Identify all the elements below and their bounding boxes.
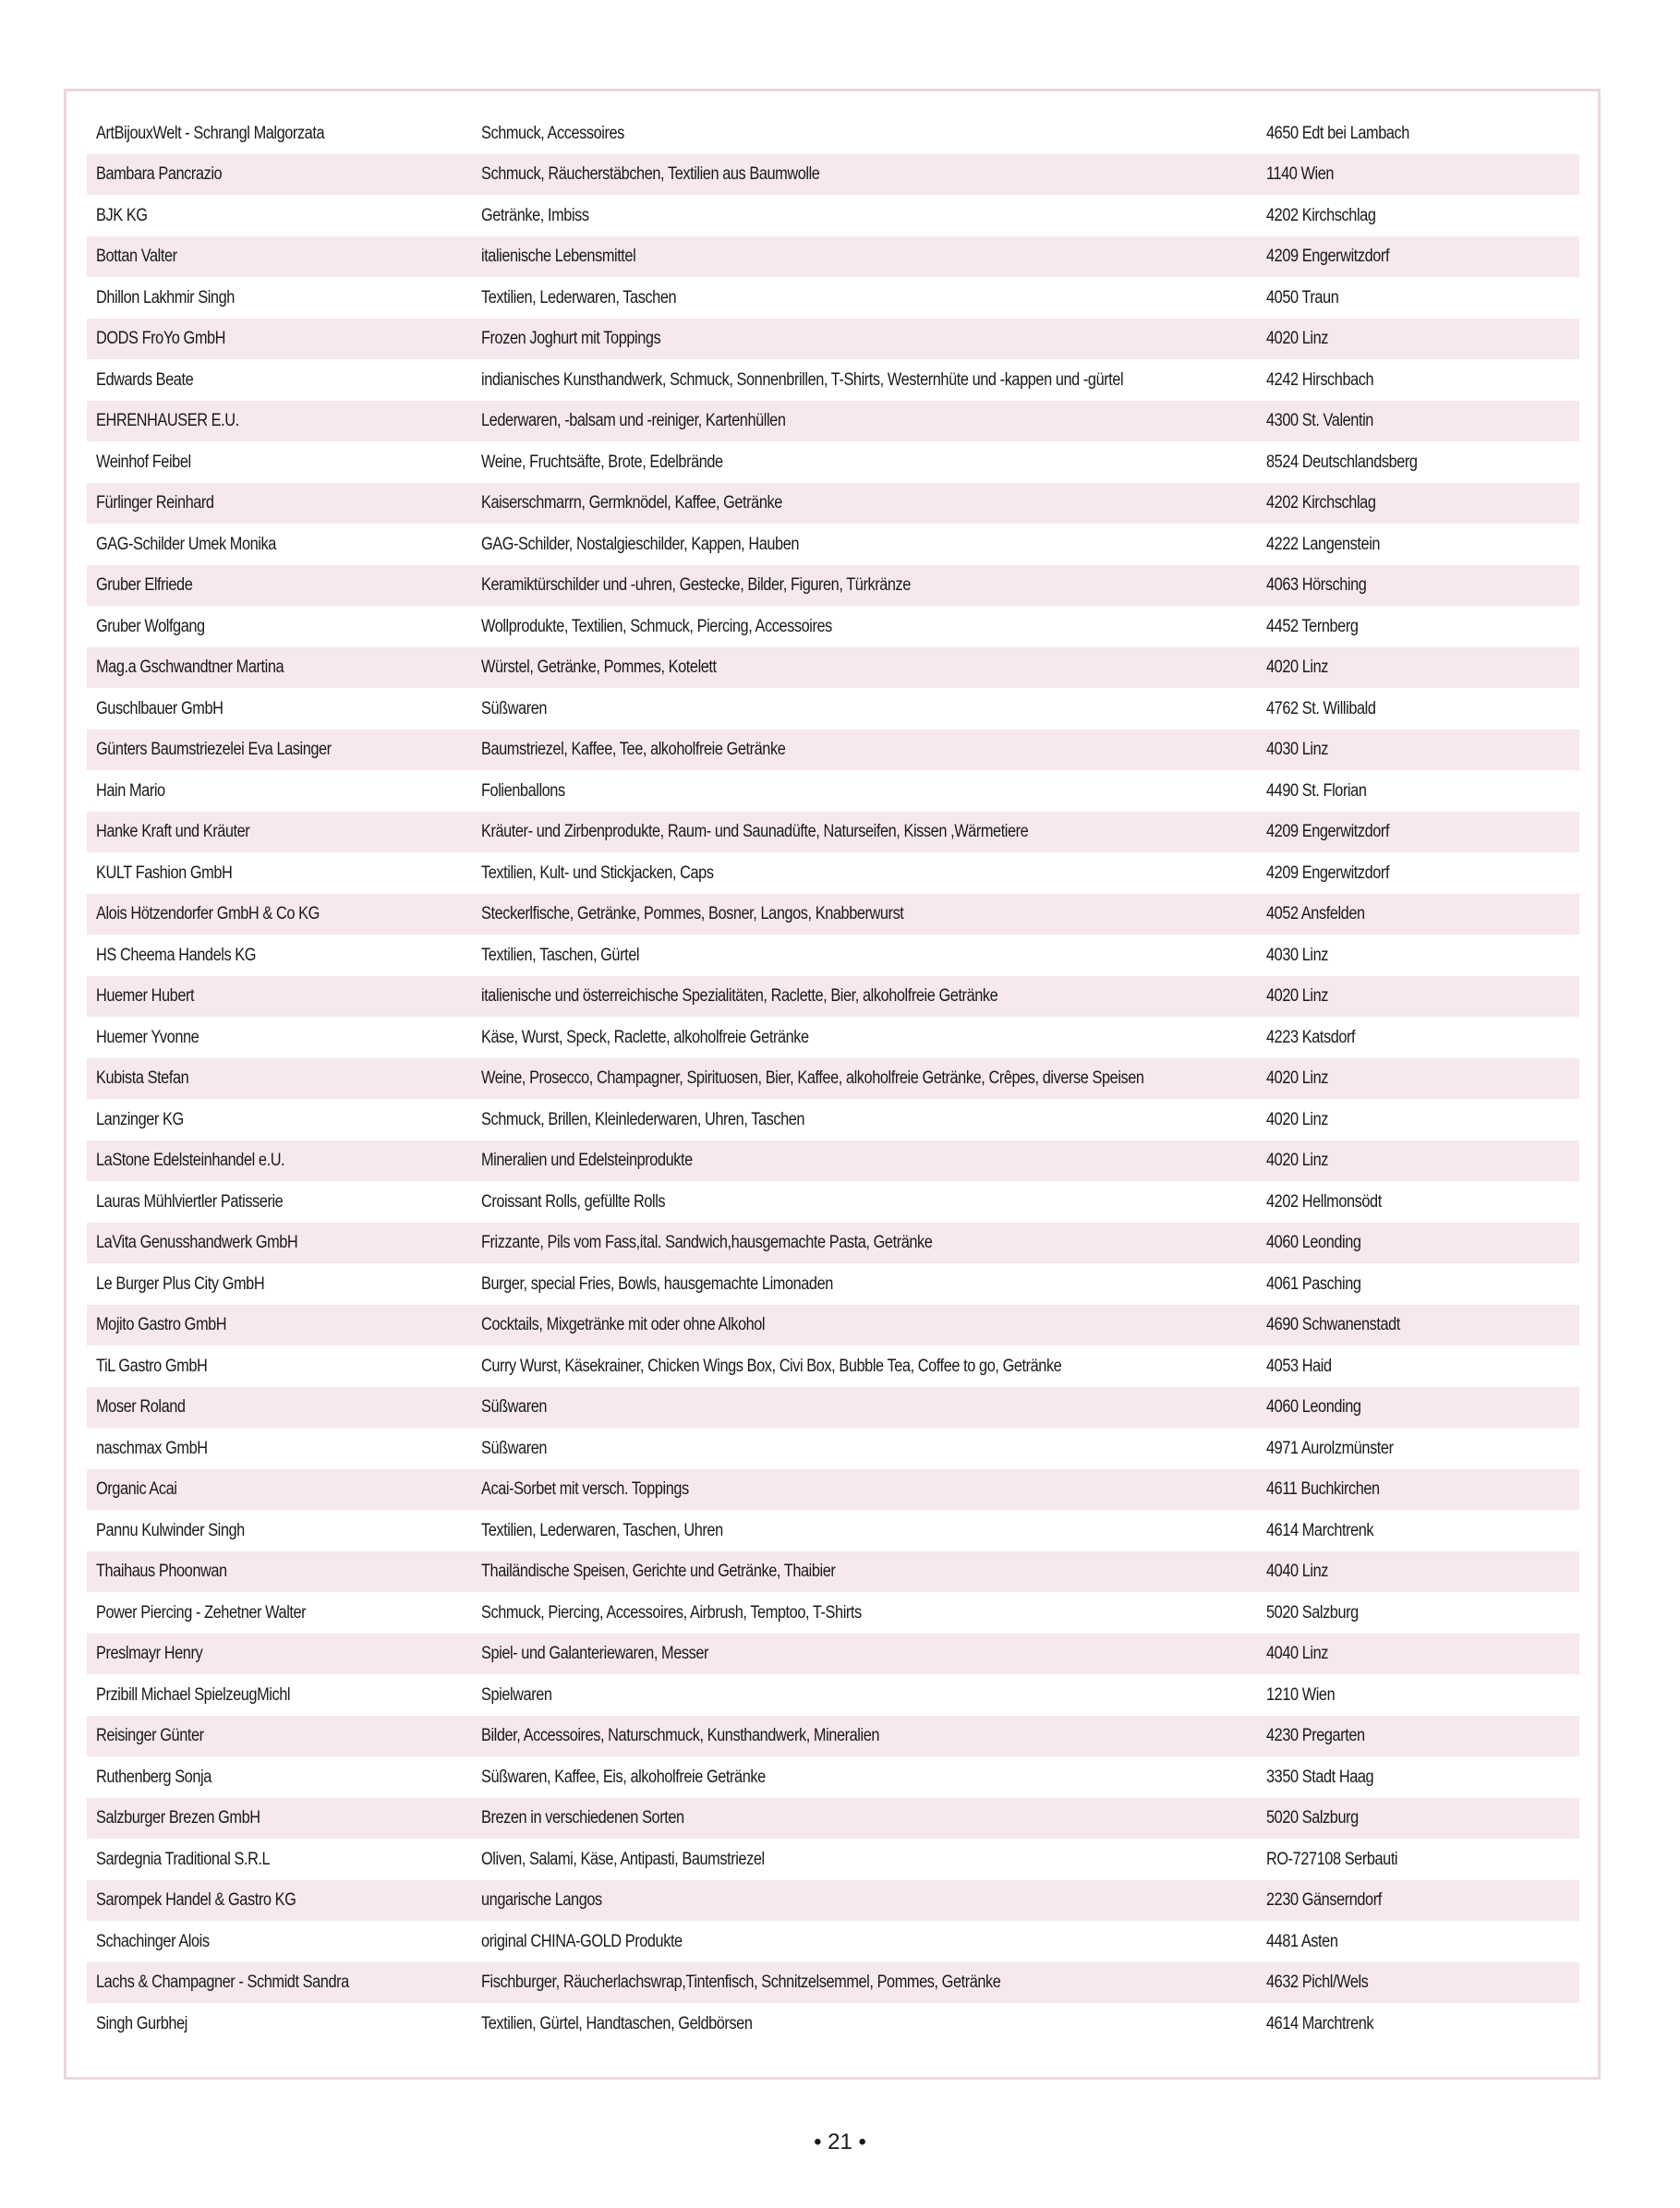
table-row: [87, 1551, 1579, 1593]
vendor-name: Hain Mario: [96, 781, 165, 800]
vendor-goods: Weine, Fruchtsäfte, Brote, Edelbrände: [481, 452, 723, 471]
table-row: [87, 1263, 1579, 1305]
vendor-name: Gruber Wolfgang: [96, 617, 205, 635]
table-row: [87, 1058, 1579, 1100]
vendor-location: 4242 Hirschbach: [1266, 370, 1374, 389]
vendor-location: 4202 Kirchschlag: [1266, 494, 1376, 513]
vendor-goods: Fischburger, Räucherlachswrap,Tintenfisch, Schnitzelsemmel, Pommes, Getränke: [481, 1973, 1001, 1992]
vendor-name: Alois Hötzendorfer GmbH & Co KG: [96, 905, 320, 923]
vendor-name: KULT Fashion GmbH: [96, 863, 233, 882]
vendor-location: 4632 Pichl/Wels: [1266, 1973, 1369, 1992]
vendor-location: 4650 Edt bei Lambach: [1266, 124, 1409, 142]
vendor-goods: indianisches Kunsthandwerk, Schmuck, Sonnenbrillen, T-Shirts, Westernhüte und -kappen und -gürtel: [481, 370, 1124, 389]
vendor-table: [87, 113, 1579, 2045]
table-row: [87, 1880, 1579, 1922]
vendor-location: 4222 Langenstein: [1266, 535, 1381, 553]
table-row: [87, 894, 1579, 935]
vendor-location: 4020 Linz: [1266, 1152, 1328, 1170]
table-row: [87, 1756, 1579, 1798]
table-row: [87, 1428, 1579, 1469]
vendor-name: Singh Gurbhej: [96, 2014, 187, 2033]
vendor-goods: Textilien, Gürtel, Handtaschen, Geldbörsen: [481, 2014, 753, 2033]
vendor-location: RO-727108 Serbauti: [1266, 1850, 1398, 1868]
vendor-name: EHRENHAUSER E.U.: [96, 412, 239, 430]
vendor-name: Mag.a Gschwandtner Martina: [96, 658, 284, 677]
vendor-location: 4490 St. Florian: [1266, 781, 1367, 800]
vendor-name: Lachs & Champagner - Schmidt Sandra: [96, 1973, 349, 1992]
vendor-name: Organic Acai: [96, 1480, 177, 1499]
vendor-goods: Süßwaren: [481, 699, 548, 718]
vendor-location: 4020 Linz: [1266, 1110, 1328, 1128]
vendor-name: DODS FroYo GmbH: [96, 330, 226, 348]
vendor-location: 4762 St. Willibald: [1266, 699, 1376, 718]
vendor-goods: Spielwaren: [481, 1685, 552, 1704]
table-row: [87, 1223, 1579, 1264]
vendor-location: 8524 Deutschlandsberg: [1266, 452, 1418, 471]
table-row: [87, 935, 1579, 976]
vendor-location: 3350 Stadt Haag: [1266, 1768, 1374, 1786]
vendor-name: Power Piercing - Zehetner Walter: [96, 1603, 307, 1622]
table-row: [87, 524, 1579, 565]
table-row: [87, 1099, 1579, 1140]
vendor-name: Salzburger Brezen GmbH: [96, 1809, 260, 1828]
vendor-name: LaVita Genusshandwerk GmbH: [96, 1234, 298, 1252]
vendor-location: 4030 Linz: [1266, 946, 1328, 964]
vendor-goods: Cocktails, Mixgetränke mit oder ohne Alkohol: [481, 1316, 766, 1334]
vendor-location: 4052 Ansfelden: [1266, 905, 1365, 923]
vendor-location: 4209 Engerwitzdorf: [1266, 823, 1390, 841]
table-row: [87, 319, 1579, 360]
vendor-name: Thaihaus Phoonwan: [96, 1562, 227, 1581]
vendor-name: Guschlbauer GmbH: [96, 699, 224, 718]
vendor-goods: Süßwaren: [481, 1439, 548, 1457]
vendor-name: Dhillon Lakhmir Singh: [96, 288, 235, 307]
vendor-location: 5020 Salzburg: [1266, 1809, 1359, 1828]
vendor-name: Weinhof Feibel: [96, 452, 191, 471]
vendor-name: Günters Baumstriezelei Eva Lasinger: [96, 741, 332, 759]
table-row: [87, 730, 1579, 771]
vendor-goods: Schmuck, Piercing, Accessoires, Airbrush, Temptoo, T-Shirts: [481, 1603, 862, 1622]
table-row: [87, 483, 1579, 525]
table-row: [87, 606, 1579, 647]
vendor-location: 2230 Gänserndorf: [1266, 1891, 1382, 1910]
vendor-goods: Weine, Prosecco, Champagner, Spirituosen, Bier, Kaffee, alkoholfreie Getränke, Crêpes, diverse Speisen: [481, 1069, 1144, 1088]
vendor-name: LaStone Edelsteinhandel e.U.: [96, 1152, 285, 1170]
vendor-name: TiL Gastro GmbH: [96, 1357, 208, 1375]
vendor-name: BJK KG: [96, 206, 148, 224]
vendor-location: 4230 Pregarten: [1266, 1727, 1365, 1745]
vendor-location: 4614 Marchtrenk: [1266, 2014, 1374, 2033]
vendor-location: 5020 Salzburg: [1266, 1603, 1359, 1622]
vendor-name: naschmax GmbH: [96, 1439, 208, 1457]
vendor-name: Lauras Mühlviertler Patisserie: [96, 1192, 284, 1211]
vendor-goods: Acai-Sorbet mit versch. Toppings: [481, 1480, 689, 1499]
table-row: [87, 1305, 1579, 1346]
vendor-location: 4020 Linz: [1266, 658, 1328, 677]
vendor-goods: Keramiktürschilder und -uhren, Gestecke, Bilder, Figuren, Türkränze: [481, 576, 911, 595]
table-row: [87, 976, 1579, 1018]
vendor-location: 4481 Asten: [1266, 1932, 1338, 1950]
vendor-goods: Käse, Wurst, Speck, Raclette, alkoholfreie Getränke: [481, 1028, 809, 1046]
vendor-goods: Steckerlfische, Getränke, Pommes, Bosner, Langos, Knabberwurst: [481, 905, 904, 923]
vendor-location: 4060 Leonding: [1266, 1398, 1361, 1417]
vendor-name: Bambara Pancrazio: [96, 165, 223, 184]
vendor-name: HS Cheema Handels KG: [96, 946, 257, 964]
vendor-goods: Oliven, Salami, Käse, Antipasti, Baumstriezel: [481, 1850, 765, 1868]
table-row: [87, 236, 1579, 278]
vendor-name: Edwards Beate: [96, 370, 194, 389]
vendor-goods: Süßwaren: [481, 1398, 548, 1417]
vendor-location: 4300 St. Valentin: [1266, 412, 1373, 430]
vendor-location: 4040 Linz: [1266, 1562, 1328, 1581]
vendor-name: Ruthenberg Sonja: [96, 1768, 212, 1786]
table-row: [87, 812, 1579, 853]
vendor-name: Moser Roland: [96, 1398, 186, 1417]
table-row: [87, 1674, 1579, 1716]
vendor-location: 4971 Aurolzmünster: [1266, 1439, 1394, 1457]
vendor-name: Kubista Stefan: [96, 1069, 189, 1088]
vendor-location: 4050 Traun: [1266, 288, 1339, 307]
table-row: [87, 359, 1579, 401]
vendor-goods: original CHINA-GOLD Produkte: [481, 1932, 683, 1950]
table-row: [87, 401, 1579, 442]
vendor-location: 4611 Buchkirchen: [1266, 1480, 1380, 1499]
vendor-location: 4202 Hellmonsödt: [1266, 1192, 1382, 1211]
table-row: [87, 565, 1579, 607]
vendor-goods: Frozen Joghurt mit Toppings: [481, 330, 661, 348]
table-row: [87, 277, 1579, 319]
vendor-name: Sarompek Handel & Gastro KG: [96, 1891, 296, 1910]
vendor-location: 4202 Kirchschlag: [1266, 206, 1376, 224]
vendor-goods: italienische Lebensmittel: [481, 247, 636, 266]
vendor-location: 4209 Engerwitzdorf: [1266, 247, 1390, 266]
vendor-goods: Bilder, Accessoires, Naturschmuck, Kunsthandwerk, Mineralien: [481, 1727, 880, 1745]
vendor-goods: GAG-Schilder, Nostalgieschilder, Kappen, Hauben: [481, 535, 800, 553]
vendor-goods: Brezen in verschiedenen Sorten: [481, 1809, 684, 1828]
table-row: [87, 1716, 1579, 1757]
vendor-name: ArtBijouxWelt - Schrangl Malgorzata: [96, 124, 325, 142]
vendor-goods: Getränke, Imbiss: [481, 206, 589, 224]
vendor-goods: Wollprodukte, Textilien, Schmuck, Piercing, Accessoires: [481, 617, 832, 635]
vendor-goods: Schmuck, Räucherstäbchen, Textilien aus Baumwolle: [481, 165, 820, 184]
vendor-goods: Baumstriezel, Kaffee, Tee, alkoholfreie Getränke: [481, 741, 786, 759]
vendor-name: Bottan Valter: [96, 247, 177, 266]
table-row: [87, 113, 1579, 154]
vendor-location: 4060 Leonding: [1266, 1234, 1361, 1252]
vendor-location: 4040 Linz: [1266, 1645, 1328, 1663]
vendor-goods: Textilien, Lederwaren, Taschen, Uhren: [481, 1521, 723, 1539]
vendor-goods: Kräuter- und Zirbenprodukte, Raum- und Saunadüfte, Naturseifen, Kissen ,Wärmetiere: [481, 823, 1029, 841]
table-row: [87, 852, 1579, 894]
vendor-goods: Schmuck, Accessoires: [481, 124, 624, 142]
vendor-goods: Textilien, Lederwaren, Taschen: [481, 288, 677, 307]
vendor-goods: Mineralien und Edelsteinprodukte: [481, 1152, 693, 1170]
vendor-goods: Thailändische Speisen, Gerichte und Getränke, Thaibier: [481, 1562, 836, 1581]
vendor-goods: Würstel, Getränke, Pommes, Kotelett: [481, 658, 717, 677]
vendor-location: 4053 Haid: [1266, 1357, 1332, 1375]
vendor-location: 4063 Hörsching: [1266, 576, 1367, 595]
vendor-name: Preslmayr Henry: [96, 1645, 203, 1663]
vendor-location: 1140 Wien: [1266, 165, 1335, 184]
table-row: [87, 1839, 1579, 1880]
vendor-location: 4209 Engerwitzdorf: [1266, 863, 1390, 882]
vendor-name: Fürlinger Reinhard: [96, 494, 214, 513]
table-row: [87, 688, 1579, 730]
vendor-name: Le Burger Plus City GmbH: [96, 1274, 265, 1293]
vendor-name: Przibill Michael SpielzeugMichl: [96, 1685, 291, 1704]
table-row: [87, 1921, 1579, 1962]
vendor-location: 4020 Linz: [1266, 330, 1328, 348]
vendor-location: 4614 Marchtrenk: [1266, 1521, 1374, 1539]
table-row: [87, 1962, 1579, 2004]
table-row: [87, 770, 1579, 812]
table-row: [87, 1140, 1579, 1182]
table-row: [87, 1017, 1579, 1058]
vendor-goods: Frizzante, Pils vom Fass,ital. Sandwich,hausgemachte Pasta, Getränke: [481, 1234, 933, 1252]
vendor-goods: Textilien, Taschen, Gürtel: [481, 946, 640, 964]
vendor-location: 1210 Wien: [1266, 1685, 1336, 1704]
vendor-goods: Burger, special Fries, Bowls, hausgemachte Limonaden: [481, 1274, 833, 1293]
vendor-name: Huemer Yvonne: [96, 1028, 199, 1046]
vendor-name: Reisinger Günter: [96, 1727, 204, 1745]
vendor-goods: Textilien, Kult- und Stickjacken, Caps: [481, 863, 714, 882]
vendor-location: 4223 Katsdorf: [1266, 1028, 1356, 1046]
vendor-name: Huemer Hubert: [96, 987, 195, 1006]
table-row: [87, 1592, 1579, 1634]
vendor-goods: Lederwaren, -balsam und -reiniger, Kartenhüllen: [481, 412, 786, 430]
vendor-name: Schachinger Alois: [96, 1932, 210, 1950]
table-row: [87, 1469, 1579, 1511]
vendor-name: Lanzinger KG: [96, 1110, 184, 1128]
vendor-goods: Folienballons: [481, 781, 565, 800]
vendor-location: 4020 Linz: [1266, 1069, 1328, 1088]
vendor-goods: Kaiserschmarrn, Germknödel, Kaffee, Getränke: [481, 494, 782, 513]
page-number: • 21 •: [814, 2130, 866, 2154]
vendor-name: Sardegnia Traditional S.R.L: [96, 1850, 271, 1868]
vendor-goods: ungarische Langos: [481, 1891, 602, 1910]
vendor-goods: Curry Wurst, Käsekrainer, Chicken Wings Box, Civi Box, Bubble Tea, Coffee to go, Getränke: [481, 1357, 1062, 1375]
vendor-location: 4690 Schwanenstadt: [1266, 1316, 1400, 1334]
vendor-location: 4452 Ternberg: [1266, 617, 1359, 635]
vendor-name: Gruber Elfriede: [96, 576, 193, 595]
vendor-name: Mojito Gastro GmbH: [96, 1316, 227, 1334]
vendor-goods: Croissant Rolls, gefüllte Rolls: [481, 1192, 666, 1211]
vendor-name: GAG-Schilder Umek Monika: [96, 535, 276, 553]
vendor-location: 4061 Pasching: [1266, 1274, 1361, 1293]
table-row: [87, 1345, 1579, 1387]
table-row: [87, 647, 1579, 689]
table-row: [87, 154, 1579, 196]
vendor-goods: italienische und österreichische Spezialitäten, Raclette, Bier, alkoholfreie Getränke: [481, 987, 998, 1006]
table-row: [87, 195, 1579, 236]
vendor-location: 4030 Linz: [1266, 741, 1328, 759]
vendor-goods: Schmuck, Brillen, Kleinlederwaren, Uhren, Taschen: [481, 1110, 805, 1128]
vendor-name: Hanke Kraft und Kräuter: [96, 823, 250, 841]
table-row: [87, 1510, 1579, 1551]
table-row: [87, 1181, 1579, 1223]
vendor-name: Pannu Kulwinder Singh: [96, 1521, 245, 1539]
table-row: [87, 1798, 1579, 1840]
vendor-goods: Süßwaren, Kaffee, Eis, alkoholfreie Getränke: [481, 1768, 766, 1786]
table-row: [87, 1634, 1579, 1675]
table-row: [87, 441, 1579, 483]
vendor-location: 4020 Linz: [1266, 987, 1328, 1006]
table-row: [87, 2003, 1579, 2045]
vendor-goods: Spiel- und Galanteriewaren, Messer: [481, 1645, 709, 1663]
table-row: [87, 1387, 1579, 1429]
